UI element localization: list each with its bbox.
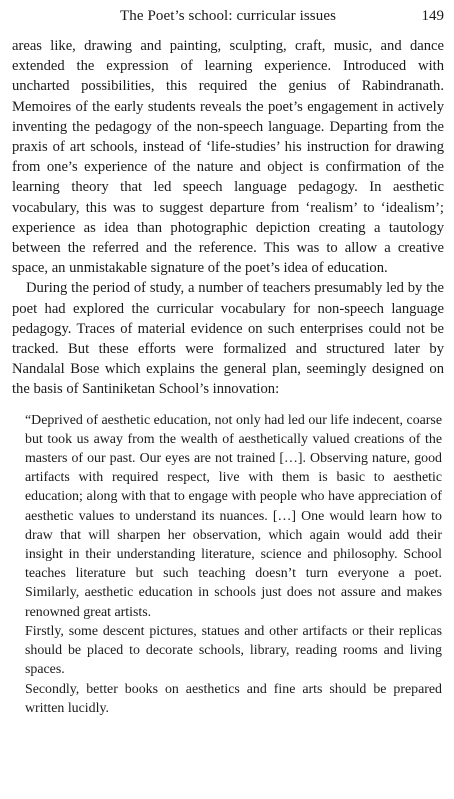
body-text (12, 36, 444, 400)
running-title: The Poet’s school: curricular issues (119, 8, 337, 24)
body-paragraph: During the period of study, a number of teachers presumably led by the poet had explored the curricular vocabulary for non-speech language pedagogy. Traces of material evidence on such enterprises could not be tracked. But these efforts were formalized and structured later by Nandalal Bose which explains the general plan, seemingly designed on the basis of Santiniketan School’s innovation: (12, 280, 444, 398)
body-paragraph: areas like, drawing and painting, sculpting, craft, music, and dance extended the expression of learning experience. Introduced with uncharted possibilities, this required the genius of Rabindranath. Memoires of the early students reveals the poet’s engagement in actively inventing the pedagogy of the non-speech language. Departing from the praxis of art schools, instead of ‘life-studies’ his instruction for drawing from one’s experience of the nature and object is confirmation of the learning theory that led speech language pedagogy. In aesthetic vocabulary, this was to suggest departure from ‘realism’ to ‘idealism’; experience as idea than photographic depiction creating a tautology between the referred and the reference. This was to allow a creative space, an unmistakable signature of the poet’s idea of education. (12, 38, 444, 277)
page-number: 149 (421, 8, 444, 24)
quote-paragraph: “Deprived of aesthetic education, not only had led our life indecent, coarse but took us away from the wealth of aesthetically valued creations of the masters of our past. Our eyes are not trained […]. Observing nature, good artifacts with required respect, live with them is basic to aesthetic education; along with that to engage with people who have appreciation of aesthetic values to understand its nuances. […] One would learn how to draw that will sharpen her observation, which again would add their insight in their understanding literature, science and philosophy. School teaches literature but such teaching doesn’t turn everyone a poet. Similarly, aesthetic education in schools just does not assure and makes renowned great artists. (25, 412, 442, 620)
quote-paragraph: Firstly, some descent pictures, statues and other artifacts or their replicas should be placed to decorate schools, library, reading rooms and living spaces. (25, 623, 442, 678)
block-quote (25, 411, 442, 718)
page-header (12, 8, 444, 34)
quote-paragraph: Secondly, better books on aesthetics and fine arts should be prepared written lucidly. (25, 681, 442, 716)
